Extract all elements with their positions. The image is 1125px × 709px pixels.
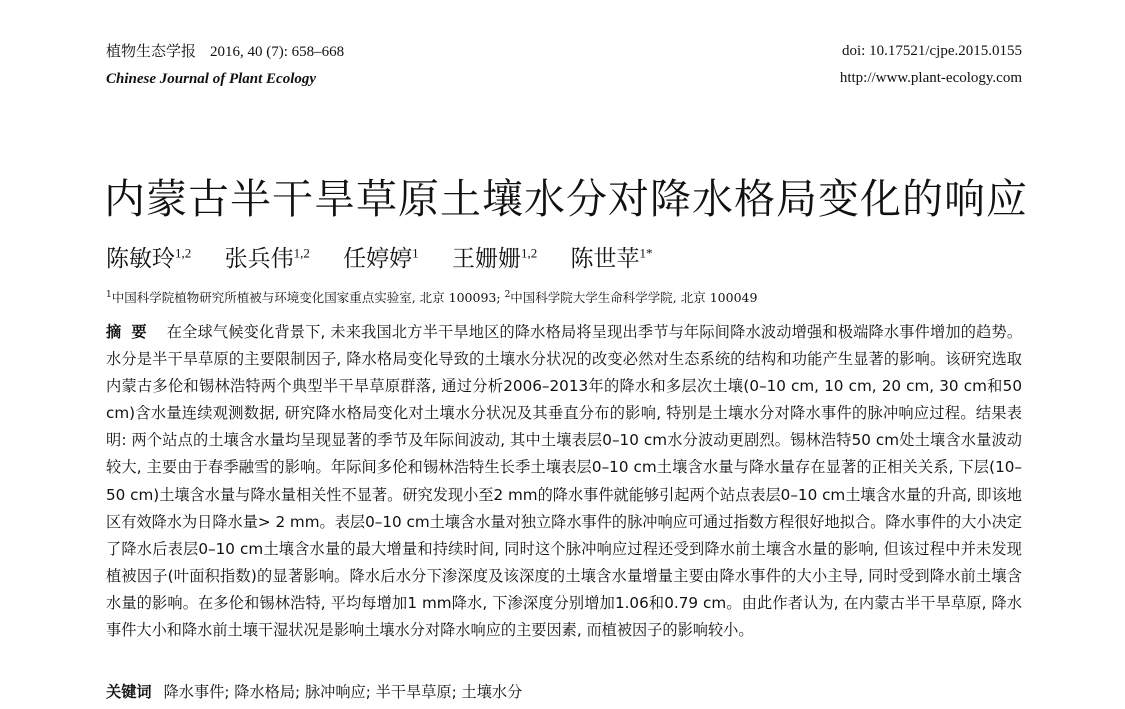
volume-info: 2016, 40 (7): 658–668 (210, 44, 345, 60)
keywords (106, 681, 522, 702)
journal-line (106, 40, 344, 63)
abstract-text: 在全球气候变化背景下, 未来我国北方半干旱地区的降水格局将呈现出季节与年际间降水波动增强和极端降水事件增加的趋势。水分是半干旱草原的主要限制因子, 降水格局变化导致的土壤水分状况的改变必然对生态系统的结构和功能产生显著的影响。该研究选取内蒙古多伦和锡林浩特两个典型半干旱草原群落, 通过分析2006–2013年的降水和多层次土壤(0–10 cm, 10 cm, 20 cm, 30 cm和50 cm)含水量连续观测数据, 研究降水格局变化对土壤水分状况及其垂直分布的影响, 特别是土壤水分对降水事件的脉冲响应过程。结果表明: 两个站点的土壤含水量均呈现显著的季节及年际间波动, 其中土壤表层0–10 cm水分波动更剧烈。锡林浩特50 cm处土壤含水量波动较大, 主要由于春季融雪的影响。年际间多伦和锡林浩特生长季土壤表层0–10 cm土壤含水量与降水量存在显著的正相关关系, 下层(10–50 cm)土壤含水量与降水量相关性不显著。研究发现小至2 mm的降水事件就能够引起两个站点表层0–10 cm土壤含水量的升高, 即该地区有效降水为日降水量> 2 mm。表层0–10 cm土壤含水量对独立降水事件的脉冲响应可通过指数方程很好地拟合。降水事件的大小决定了降水后表层0–10 cm土壤含水量的最大增量和持续时间, 同时这个脉冲响应过程还受到降水前土壤含水量的影响, 但该过程中并未发现植被因子(叶面积指数)的显著影响。降水后水分下渗深度及该深度的土壤含水量增量主要由降水事件的大小主导, 同时受到降水前土壤含水量的影响。在多伦和锡林浩特, 平均每增加1 mm降水, 下渗深度分别增加1.06和0.79 cm。由此作者认为, 在内蒙古半干旱草原, 降水事件大小和降水前土壤干湿状况是影响土壤水分对降水响应的主要因素, 而植被因子的影响较小。 (106, 323, 1023, 640)
keywords-text: 降水事件; 降水格局; 脉冲响应; 半干旱草原; 土壤水分 (163, 683, 523, 701)
author: 张兵伟$^{1,2}$ (224, 245, 310, 272)
keywords-label: 关键词 (106, 683, 152, 701)
paper-title: 内蒙古半干旱草原土壤水分对降水格局变化的响应 (104, 175, 1028, 223)
author: 王姗姗$^{1,2}$ (451, 245, 538, 272)
affiliation-2: 中国科学院大学生命科学学院, 北京 100049 (510, 290, 758, 305)
journal-header-left (106, 40, 344, 90)
journal-name-en: Chinese Journal of Plant Ecology (106, 71, 317, 87)
affiliations: $^1$中国科学院植物研究所植被与环境变化国家重点实验室, 北京 100093; $^2$中国科学院大学生命科学学院, 北京 100049 (106, 289, 758, 305)
journal-header-right (840, 40, 1022, 89)
journal-name-cn: 植物生态学报 (106, 42, 197, 60)
author-list (106, 240, 679, 273)
author: 任婷婷$^1$ (343, 245, 419, 272)
abstract-label: 摘要 (106, 323, 157, 341)
author: 陈世苹$^{1*}$ (570, 245, 653, 272)
author: 陈敏玲$^{1,2}$ (106, 245, 192, 272)
abstract (106, 319, 1022, 644)
affiliation-1: 中国科学院植物研究所植被与环境变化国家重点实验室, 北京 100093; (111, 290, 505, 305)
doi[interactable]: doi: 10.17521/cjpe.2015.0155 (842, 43, 1022, 59)
journal-url[interactable]: http://www.plant-ecology.com (839, 70, 1022, 86)
